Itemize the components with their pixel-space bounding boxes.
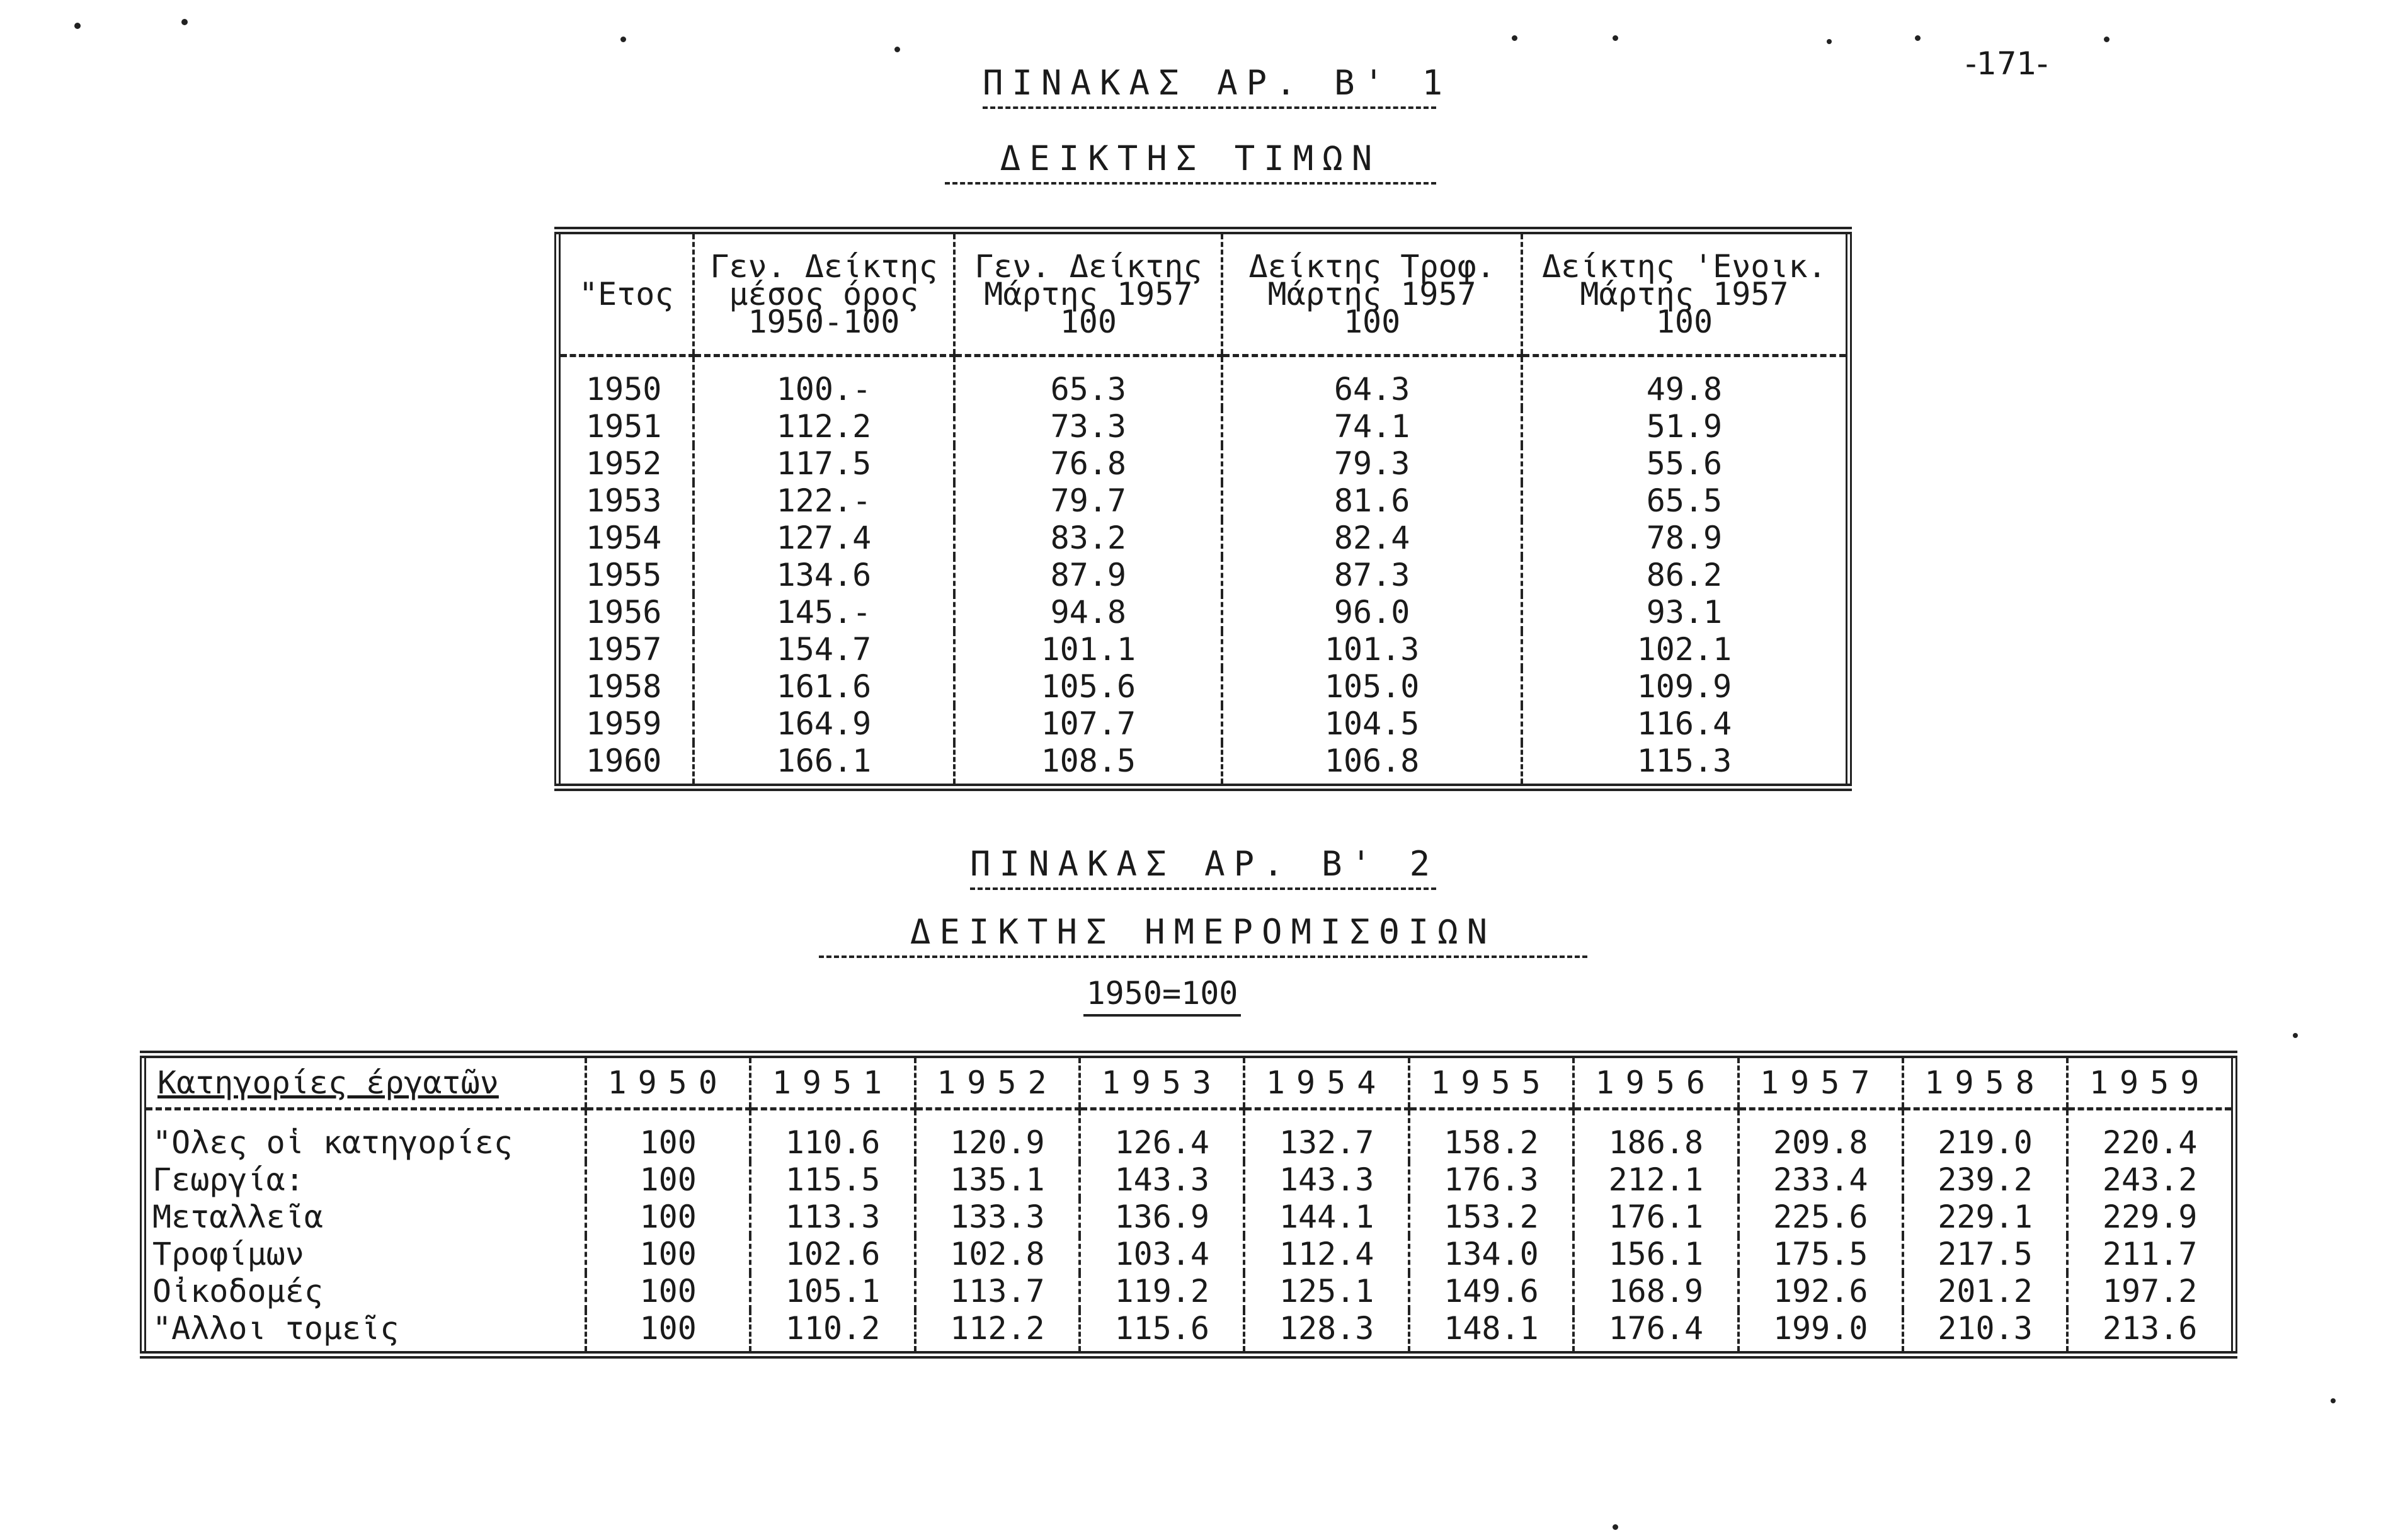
- category-cell: "Ολες οἱ κατηγορίες: [143, 1109, 586, 1162]
- category-cell: Γεωργία:: [143, 1161, 586, 1199]
- value-cell: 134.6: [694, 557, 955, 594]
- table-row: [557, 408, 1849, 445]
- value-cell: 108.5: [954, 743, 1222, 787]
- header-rent-march: [1522, 231, 1849, 356]
- header-year: 1956: [1573, 1054, 1738, 1109]
- value-cell: 168.9: [1573, 1273, 1738, 1310]
- value-cell: 158.2: [1409, 1109, 1573, 1162]
- table-row: [143, 1199, 2234, 1236]
- speck: [2331, 1398, 2336, 1403]
- year-cell: 1957: [557, 631, 694, 668]
- value-cell: 220.4: [2067, 1109, 2234, 1162]
- header-line: 100: [1655, 304, 1713, 340]
- value-cell: 213.6: [2067, 1310, 2234, 1355]
- value-cell: 115.6: [1080, 1310, 1244, 1355]
- value-cell: 100: [586, 1273, 750, 1310]
- value-cell: 79.3: [1222, 445, 1522, 482]
- value-cell: 186.8: [1573, 1109, 1738, 1162]
- year-cell: 1955: [557, 557, 694, 594]
- table-row: [143, 1236, 2234, 1273]
- table-row: [143, 1161, 2234, 1199]
- value-cell: 128.3: [1244, 1310, 1408, 1355]
- value-cell: 210.3: [1903, 1310, 2067, 1355]
- value-cell: 135.1: [915, 1161, 1080, 1199]
- value-cell: 209.8: [1739, 1109, 1903, 1162]
- header-year: [557, 231, 694, 356]
- table-row: [143, 1109, 2234, 1162]
- value-cell: 176.1: [1573, 1199, 1738, 1236]
- value-cell: 105.1: [750, 1273, 915, 1310]
- header-line: Μάρτης 1957: [984, 276, 1193, 312]
- table-row: [557, 668, 1849, 705]
- table-header-row: [143, 1054, 2234, 1109]
- header-year: 1953: [1080, 1054, 1244, 1109]
- value-cell: 197.2: [2067, 1273, 2234, 1310]
- category-cell: Μεταλλεῖα: [143, 1199, 586, 1236]
- value-cell: 64.3: [1222, 356, 1522, 409]
- value-cell: 94.8: [954, 594, 1222, 631]
- header-year: 1957: [1739, 1054, 1903, 1109]
- value-cell: 93.1: [1522, 594, 1849, 631]
- value-cell: 102.1: [1522, 631, 1849, 668]
- value-cell: 119.2: [1080, 1273, 1244, 1310]
- year-cell: 1956: [557, 594, 694, 631]
- header-general-march: [954, 231, 1222, 356]
- value-cell: 115.3: [1522, 743, 1849, 787]
- value-cell: 154.7: [694, 631, 955, 668]
- table-row: [557, 482, 1849, 520]
- header-line: 1950-100: [748, 304, 900, 340]
- table-row: [557, 520, 1849, 557]
- table-header-row: [557, 231, 1849, 356]
- value-cell: 112.4: [1244, 1236, 1408, 1273]
- value-cell: 175.5: [1739, 1236, 1903, 1273]
- table2-subtitle: ΔΕΙΚΤΗΣ ΗΜΕΡΟΜΙΣΘΙΩΝ: [819, 912, 1587, 958]
- price-index-table: [554, 227, 1852, 791]
- value-cell: 87.3: [1222, 557, 1522, 594]
- value-cell: 149.6: [1409, 1273, 1573, 1310]
- value-cell: 127.4: [694, 520, 955, 557]
- value-cell: 161.6: [694, 668, 955, 705]
- value-cell: 153.2: [1409, 1199, 1573, 1236]
- value-cell: 233.4: [1739, 1161, 1903, 1199]
- value-cell: 192.6: [1739, 1273, 1903, 1310]
- header-year: 1950: [586, 1054, 750, 1109]
- value-cell: 201.2: [1903, 1273, 2067, 1310]
- value-cell: 164.9: [694, 705, 955, 743]
- value-cell: 120.9: [915, 1109, 1080, 1162]
- value-cell: 143.3: [1080, 1161, 1244, 1199]
- value-cell: 105.0: [1222, 668, 1522, 705]
- value-cell: 176.3: [1409, 1161, 1573, 1199]
- value-cell: 101.3: [1222, 631, 1522, 668]
- value-cell: 145.-: [694, 594, 955, 631]
- value-cell: 81.6: [1222, 482, 1522, 520]
- header-general-avg: [694, 231, 955, 356]
- value-cell: 199.0: [1739, 1310, 1903, 1355]
- value-cell: 104.5: [1222, 705, 1522, 743]
- speck: [2293, 1033, 2298, 1038]
- header-year: 1958: [1903, 1054, 2067, 1109]
- value-cell: 101.1: [954, 631, 1222, 668]
- header-food-march: [1222, 231, 1522, 356]
- value-cell: 115.5: [750, 1161, 915, 1199]
- value-cell: 55.6: [1522, 445, 1849, 482]
- header-line: Μάρτης 1957: [1580, 276, 1789, 312]
- header-line: Δείκτης Τροφ.: [1248, 248, 1495, 285]
- table-row: [557, 705, 1849, 743]
- value-cell: 100.-: [694, 356, 955, 409]
- value-cell: 96.0: [1222, 594, 1522, 631]
- value-cell: 105.6: [954, 668, 1222, 705]
- value-cell: 126.4: [1080, 1109, 1244, 1162]
- value-cell: 112.2: [694, 408, 955, 445]
- value-cell: 134.0: [1409, 1236, 1573, 1273]
- header-line: 100: [1343, 304, 1401, 340]
- header-line: Γεν. Δείκτης: [710, 248, 938, 285]
- value-cell: 122.-: [694, 482, 955, 520]
- value-cell: 117.5: [694, 445, 955, 482]
- value-cell: 100: [586, 1109, 750, 1162]
- header-year: 1952: [915, 1054, 1080, 1109]
- speck: [1827, 39, 1832, 44]
- value-cell: 86.2: [1522, 557, 1849, 594]
- value-cell: 87.9: [954, 557, 1222, 594]
- header-line: Μάρτης 1957: [1267, 276, 1476, 312]
- year-cell: 1959: [557, 705, 694, 743]
- value-cell: 74.1: [1222, 408, 1522, 445]
- value-cell: 219.0: [1903, 1109, 2067, 1162]
- value-cell: 166.1: [694, 743, 955, 787]
- value-cell: 103.4: [1080, 1236, 1244, 1273]
- header-year: 1955: [1409, 1054, 1573, 1109]
- year-cell: 1960: [557, 743, 694, 787]
- category-cell: Τροφίμων: [143, 1236, 586, 1273]
- header-line: Γεν. Δείκτης: [974, 248, 1202, 285]
- value-cell: 125.1: [1244, 1273, 1408, 1310]
- header-year: 1951: [750, 1054, 915, 1109]
- value-cell: 225.6: [1739, 1199, 1903, 1236]
- value-cell: 176.4: [1573, 1310, 1738, 1355]
- table1-title: ΠΙΝΑΚΑΣ ΑΡ. Β' 1: [983, 63, 1436, 109]
- value-cell: 113.3: [750, 1199, 915, 1236]
- value-cell: 116.4: [1522, 705, 1849, 743]
- value-cell: 156.1: [1573, 1236, 1738, 1273]
- speck: [1512, 35, 1517, 41]
- year-cell: 1958: [557, 668, 694, 705]
- speck: [1613, 35, 1618, 41]
- header-category: Κατηγορίες έργατῶν: [143, 1054, 586, 1109]
- speck: [1915, 35, 1921, 41]
- value-cell: 76.8: [954, 445, 1222, 482]
- value-cell: 112.2: [915, 1310, 1080, 1355]
- value-cell: 133.3: [915, 1199, 1080, 1236]
- speck: [620, 37, 626, 42]
- value-cell: 79.7: [954, 482, 1222, 520]
- table-row: [557, 594, 1849, 631]
- year-cell: 1952: [557, 445, 694, 482]
- year-cell: 1954: [557, 520, 694, 557]
- value-cell: 73.3: [954, 408, 1222, 445]
- table-row: [557, 445, 1849, 482]
- value-cell: 100: [586, 1236, 750, 1273]
- value-cell: 143.3: [1244, 1161, 1408, 1199]
- header-year: 1959: [2067, 1054, 2234, 1109]
- wage-index-table: [140, 1051, 2237, 1359]
- value-cell: 211.7: [2067, 1236, 2234, 1273]
- value-cell: 107.7: [954, 705, 1222, 743]
- value-cell: 83.2: [954, 520, 1222, 557]
- value-cell: 212.1: [1573, 1161, 1738, 1199]
- header-line: "Ετος: [579, 276, 674, 312]
- value-cell: 51.9: [1522, 408, 1849, 445]
- speck: [894, 47, 900, 52]
- value-cell: 132.7: [1244, 1109, 1408, 1162]
- value-cell: 82.4: [1222, 520, 1522, 557]
- value-cell: 65.3: [954, 356, 1222, 409]
- value-cell: 144.1: [1244, 1199, 1408, 1236]
- table-row: [557, 356, 1849, 409]
- value-cell: 110.2: [750, 1310, 915, 1355]
- value-cell: 102.6: [750, 1236, 915, 1273]
- header-line: μέσος όρος: [729, 276, 919, 312]
- speck: [2104, 37, 2110, 42]
- header-line: 100: [1059, 304, 1117, 340]
- value-cell: 106.8: [1222, 743, 1522, 787]
- speck: [181, 19, 188, 25]
- value-cell: 113.7: [915, 1273, 1080, 1310]
- category-cell: Οἰκοδομές: [143, 1273, 586, 1310]
- value-cell: 78.9: [1522, 520, 1849, 557]
- table2-title: ΠΙΝΑΚΑΣ ΑΡ. Β' 2: [970, 844, 1436, 890]
- value-cell: 100: [586, 1199, 750, 1236]
- value-cell: 49.8: [1522, 356, 1849, 409]
- value-cell: 229.1: [1903, 1199, 2067, 1236]
- value-cell: 229.9: [2067, 1199, 2234, 1236]
- table1-subtitle: ΔΕΙΚΤΗΣ ΤΙΜΩΝ: [945, 139, 1436, 185]
- value-cell: 109.9: [1522, 668, 1849, 705]
- header-line: Δείκτης 'Ενοικ.: [1542, 248, 1827, 285]
- value-cell: 148.1: [1409, 1310, 1573, 1355]
- table2-base-note: 1950=100: [1083, 975, 1241, 1017]
- year-cell: 1951: [557, 408, 694, 445]
- header-year: 1954: [1244, 1054, 1408, 1109]
- page-number: -171-: [1965, 45, 2048, 82]
- table-row: [557, 631, 1849, 668]
- table-row: [557, 743, 1849, 787]
- table-row: [143, 1310, 2234, 1355]
- year-cell: 1953: [557, 482, 694, 520]
- category-cell: "Αλλοι τομεῖς: [143, 1310, 586, 1355]
- value-cell: 243.2: [2067, 1161, 2234, 1199]
- value-cell: 239.2: [1903, 1161, 2067, 1199]
- value-cell: 217.5: [1903, 1236, 2067, 1273]
- speck: [74, 23, 81, 29]
- value-cell: 100: [586, 1310, 750, 1355]
- value-cell: 136.9: [1080, 1199, 1244, 1236]
- table-row: [143, 1273, 2234, 1310]
- value-cell: 100: [586, 1161, 750, 1199]
- value-cell: 110.6: [750, 1109, 915, 1162]
- value-cell: 102.8: [915, 1236, 1080, 1273]
- speck: [1613, 1524, 1618, 1530]
- year-cell: 1950: [557, 356, 694, 409]
- value-cell: 65.5: [1522, 482, 1849, 520]
- table-row: [557, 557, 1849, 594]
